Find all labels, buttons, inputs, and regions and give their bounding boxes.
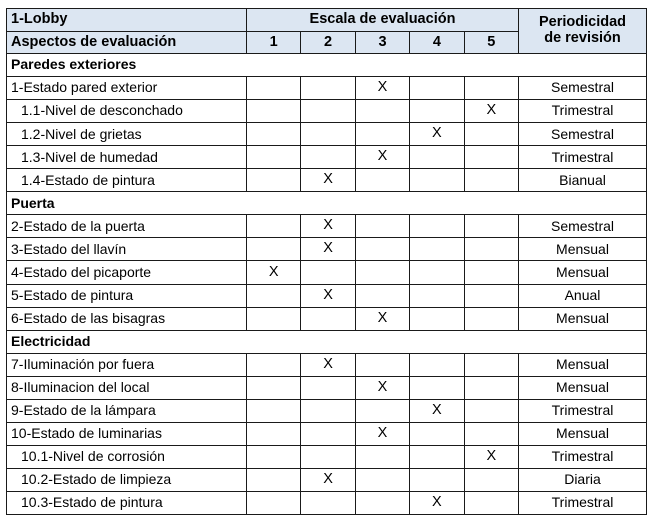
aspect-label: 4-Estado del picaporte	[7, 261, 247, 284]
score-cell	[410, 376, 464, 399]
score-cell	[464, 238, 518, 261]
score-cell: X	[301, 468, 355, 491]
period-cell: Trimestral	[519, 399, 647, 422]
period-cell: Bianual	[519, 169, 647, 192]
score-cell	[247, 376, 301, 399]
table-row	[7, 399, 647, 422]
aspect-label: 5-Estado de pintura	[7, 284, 247, 307]
score-cell	[464, 422, 518, 445]
score-cell	[464, 353, 518, 376]
section-title: Paredes exteriores	[7, 54, 647, 77]
score-cell	[410, 261, 464, 284]
score-cell	[301, 77, 355, 100]
score-cell	[247, 215, 301, 238]
score-cell: X	[301, 169, 355, 192]
aspect-label: 10-Estado de luminarias	[7, 422, 247, 445]
period-cell: Trimestral	[519, 445, 647, 468]
score-cell: X	[355, 307, 409, 330]
score-cell: X	[247, 261, 301, 284]
score-cell	[355, 445, 409, 468]
period-header-line-2: de revisión	[544, 30, 621, 47]
table-row	[7, 422, 647, 445]
score-cell	[410, 146, 464, 169]
score-cell	[301, 146, 355, 169]
score-cell	[464, 284, 518, 307]
period-cell: Mensual	[519, 261, 647, 284]
period-cell: Mensual	[519, 353, 647, 376]
score-cell: X	[410, 491, 464, 514]
score-cell: X	[355, 376, 409, 399]
table-row	[7, 376, 647, 399]
score-cell	[355, 261, 409, 284]
score-cell	[301, 307, 355, 330]
period-cell: Mensual	[519, 422, 647, 445]
score-cell	[247, 422, 301, 445]
score-cell	[247, 491, 301, 514]
score-cell	[355, 238, 409, 261]
scale-number: 5	[464, 32, 518, 54]
score-cell	[355, 123, 409, 146]
score-cell	[410, 238, 464, 261]
score-cell: X	[355, 146, 409, 169]
score-cell	[247, 100, 301, 123]
score-cell	[301, 100, 355, 123]
table-row	[7, 146, 647, 169]
score-cell	[464, 399, 518, 422]
table-row	[7, 123, 647, 146]
score-cell	[247, 307, 301, 330]
score-cell	[355, 100, 409, 123]
score-cell	[247, 169, 301, 192]
period-cell: Semestral	[519, 123, 647, 146]
aspect-label: 8-Iluminacion del local	[7, 376, 247, 399]
evaluation-table	[6, 8, 647, 515]
score-cell	[464, 468, 518, 491]
table-row	[7, 261, 647, 284]
score-cell: X	[301, 284, 355, 307]
period-cell: Mensual	[519, 376, 647, 399]
scale-number: 2	[301, 32, 355, 54]
score-cell	[301, 123, 355, 146]
score-cell	[355, 353, 409, 376]
aspect-label: 10.3-Estado de pintura	[7, 491, 247, 514]
table-row	[7, 215, 647, 238]
section-title: Puerta	[7, 192, 647, 215]
score-cell	[247, 123, 301, 146]
period-header	[519, 9, 647, 54]
aspect-label: 1.4-Estado de pintura	[7, 169, 247, 192]
score-cell	[464, 77, 518, 100]
score-cell	[464, 491, 518, 514]
aspect-label: 1.3-Nivel de humedad	[7, 146, 247, 169]
score-cell	[301, 491, 355, 514]
table-row	[7, 100, 647, 123]
section-row	[7, 330, 647, 353]
score-cell	[355, 491, 409, 514]
score-cell	[301, 261, 355, 284]
score-cell	[410, 445, 464, 468]
scale-number: 4	[410, 32, 464, 54]
score-cell: X	[464, 100, 518, 123]
aspect-label: 10.1-Nivel de corrosión	[7, 445, 247, 468]
aspect-label: 1.1-Nivel de desconchado	[7, 100, 247, 123]
score-cell	[247, 445, 301, 468]
aspect-label: 3-Estado del llavín	[7, 238, 247, 261]
score-cell	[247, 399, 301, 422]
table-row	[7, 353, 647, 376]
score-cell	[410, 307, 464, 330]
score-cell	[355, 284, 409, 307]
table-row	[7, 238, 647, 261]
period-cell: Trimestral	[519, 491, 647, 514]
score-cell: X	[410, 399, 464, 422]
period-cell: Trimestral	[519, 100, 647, 123]
score-cell	[410, 284, 464, 307]
score-cell	[410, 215, 464, 238]
score-cell: X	[301, 215, 355, 238]
section-row	[7, 54, 647, 77]
aspect-label: 6-Estado de las bisagras	[7, 307, 247, 330]
aspects-header: Aspectos de evaluación	[7, 32, 247, 54]
period-cell: Mensual	[519, 238, 647, 261]
score-cell: X	[410, 123, 464, 146]
scale-number: 1	[247, 32, 301, 54]
section-row	[7, 192, 647, 215]
score-cell	[355, 399, 409, 422]
period-cell: Mensual	[519, 307, 647, 330]
period-cell: Semestral	[519, 215, 647, 238]
aspect-label: 2-Estado de la puerta	[7, 215, 247, 238]
table-row	[7, 307, 647, 330]
table-row	[7, 77, 647, 100]
scale-number: 3	[355, 32, 409, 54]
table-row	[7, 468, 647, 491]
score-cell	[301, 399, 355, 422]
period-cell: Anual	[519, 284, 647, 307]
table-title: 1-Lobby	[7, 9, 247, 32]
section-title: Electricidad	[7, 330, 647, 353]
table-row	[7, 491, 647, 514]
score-cell	[355, 468, 409, 491]
score-cell	[355, 169, 409, 192]
score-cell	[464, 307, 518, 330]
score-cell	[247, 238, 301, 261]
score-cell	[410, 353, 464, 376]
period-header-line-1: Periodicidad	[538, 14, 627, 31]
score-cell	[355, 215, 409, 238]
score-cell	[410, 468, 464, 491]
score-cell	[247, 146, 301, 169]
table-body	[7, 54, 647, 515]
score-cell	[464, 169, 518, 192]
score-cell	[410, 100, 464, 123]
score-cell	[464, 376, 518, 399]
score-cell: X	[301, 238, 355, 261]
table-row	[7, 169, 647, 192]
aspect-label: 1.2-Nivel de grietas	[7, 123, 247, 146]
score-cell: X	[464, 445, 518, 468]
score-cell: X	[355, 77, 409, 100]
score-cell	[410, 422, 464, 445]
score-cell	[301, 422, 355, 445]
table-row	[7, 445, 647, 468]
score-cell	[464, 123, 518, 146]
score-cell	[301, 376, 355, 399]
score-cell	[247, 77, 301, 100]
aspect-label: 1-Estado pared exterior	[7, 77, 247, 100]
score-cell: X	[301, 353, 355, 376]
score-cell	[247, 468, 301, 491]
aspect-label: 7-Iluminación por fuera	[7, 353, 247, 376]
period-cell: Diaria	[519, 468, 647, 491]
score-cell: X	[355, 422, 409, 445]
score-cell	[464, 146, 518, 169]
score-cell	[410, 77, 464, 100]
score-cell	[301, 445, 355, 468]
score-cell	[247, 284, 301, 307]
score-cell	[410, 169, 464, 192]
table-row	[7, 284, 647, 307]
period-cell: Semestral	[519, 77, 647, 100]
period-cell: Trimestral	[519, 146, 647, 169]
score-cell	[464, 215, 518, 238]
aspect-label: 9-Estado de la lámpara	[7, 399, 247, 422]
score-cell	[247, 353, 301, 376]
score-cell	[464, 261, 518, 284]
scale-header: Escala de evaluación	[247, 9, 519, 32]
aspect-label: 10.2-Estado de limpieza	[7, 468, 247, 491]
